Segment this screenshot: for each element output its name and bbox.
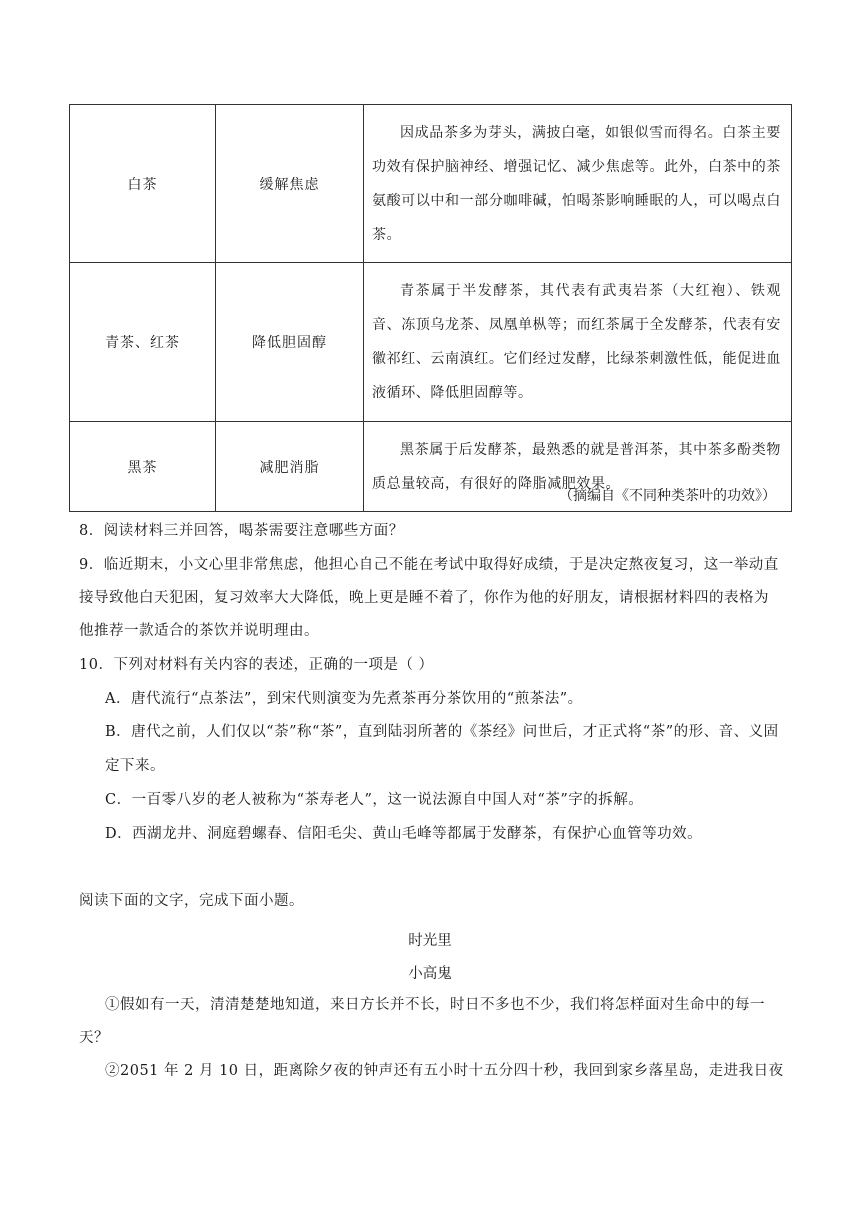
tea-description-cell: 因成品茶多为芽头，满披白毫，如银似雪而得名。白茶主要功效有保护脑神经、增强记忆、减少焦虑等。此外，白茶中的茶氨酸可以中和一部分咖啡碱，怕喝茶影响睡眠的人，可以喝点白茶。 <box>364 105 792 263</box>
table-row <box>70 263 792 422</box>
tea-effect-cell: 缓解焦虑 <box>216 105 364 263</box>
option-d: D．西湖龙井、洞庭碧螺春、信阳毛尖、黄山毛峰等都属于发酵茶，有保护心血管等功效。 <box>105 826 703 842</box>
question-8: 8．阅读材料三并回答，喝茶需要注意哪些方面？ <box>79 523 404 539</box>
paragraph-1-line: ①假如有一天，清清楚楚地知道，来日方长并不长，时日不多也不少，我们将怎样面对生命中的每一 <box>105 997 765 1013</box>
article-author: 小高鬼 <box>408 966 452 982</box>
option-a: A．唐代流行“点茶法”，到宋代则演变为先煮茶再分茶饮用的“煎茶法”。 <box>105 691 583 707</box>
question-9-line: 接导致他白天犯困，复习效率大大降低，晚上更是睡不着了，你作为他的好朋友，请根据材料四的表格为 <box>79 590 769 606</box>
tea-effect-cell: 减肥消脂 <box>216 422 364 512</box>
tea-description-cell: 黑茶属于后发酵茶，最熟悉的就是普洱茶，其中茶多酚类物质总量较高，有很好的降脂减肥效果。 <box>364 422 792 512</box>
tea-effects-table <box>69 104 792 512</box>
tea-name-cell: 青茶、红茶 <box>70 263 216 422</box>
question-9-line: 9．临近期末，小文心里非常焦虑，他担心自己不能在考试中取得好成绩，于是决定熬夜复习，这一举动直 <box>79 557 779 573</box>
article-title: 时光里 <box>408 933 452 949</box>
tea-name-cell: 黑茶 <box>70 422 216 512</box>
question-9-line: 他推荐一款适合的茶饮并说明理由。 <box>79 623 319 639</box>
option-b-line: 定下来。 <box>105 758 165 774</box>
tea-description-cell: 青茶属于半发酵茶，其代表有武夷岩茶（大红袍）、铁观音、冻顶乌龙茶、凤凰单枞等；而红茶属于全发酵茶，代表有安徽祁红、云南滇红。它们经过发酵，比绿茶刺激性低，能促进血液循环、降低胆固醇等。 <box>364 263 792 422</box>
option-c: C．一百零八岁的老人被称为“茶寿老人”，这一说法源自中国人对“茶”字的拆解。 <box>105 792 644 808</box>
tea-name-cell: 白茶 <box>70 105 216 263</box>
paragraph-1-line: 天？ <box>79 1030 109 1046</box>
question-10: 10．下列对材料有关内容的表述，正确的一项是（ ） <box>79 657 434 673</box>
option-b-line: B．唐代之前，人们仅以“荼”称“茶”，直到陆羽所著的《茶经》问世后，才正式将“茶”的形、音、义固 <box>105 724 779 740</box>
paragraph-2-line: ②2051 年 2 月 10 日，距离除夕夜的钟声还有五小时十五分四十秒，我回到家乡落星岛，走进我日夜 <box>105 1063 784 1079</box>
tea-effect-cell: 降低胆固醇 <box>216 263 364 422</box>
source-note: （摘编自《不同种类茶叶的功效》） <box>559 488 776 504</box>
reading-intro: 阅读下面的文字，完成下面小题。 <box>79 893 304 909</box>
table-row <box>70 105 792 263</box>
